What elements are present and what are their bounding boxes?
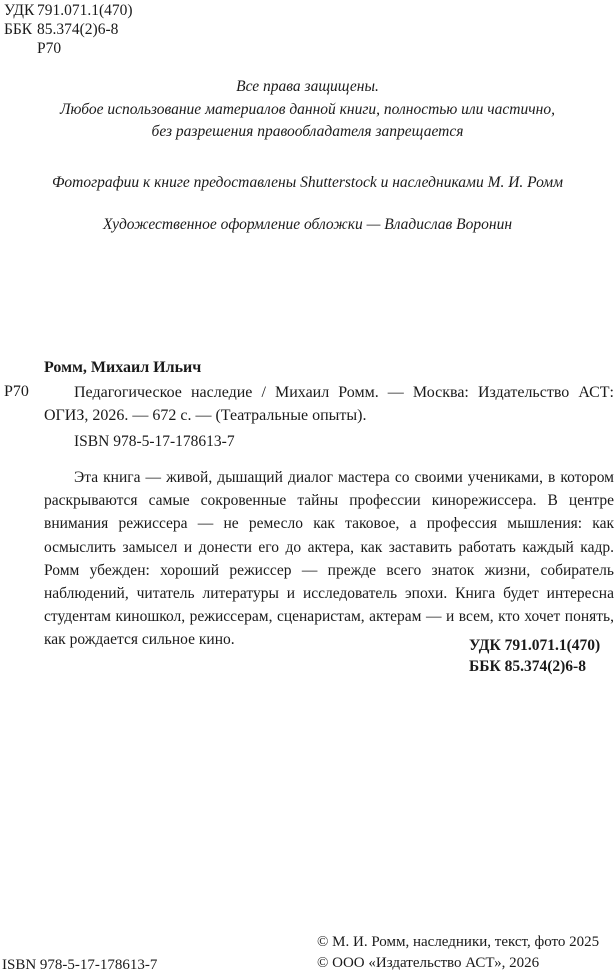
rights-line-1: Все права защищены. [236,78,379,95]
udk-value: 791.071.1(470) [37,2,133,19]
copyright-line-2: © ООО «Издательство АСТ», 2026 [317,955,540,971]
catalog-entry: Педагогическое наследие / Михаил Ромм. — Москва: Издательство АСТ: ОГИЗ, 2026. — 672 с. — (Театральные опыты). [44,384,614,424]
photo-credit: Фотографии к книге предоставлены Shutterstock и наследниками М. И. Ромм [51,174,564,191]
rights-line-2: Любое использование материалов данной книги, полностью или частично, [60,100,555,118]
rights-line-3: без разрешения правообладателя запрещается [151,123,464,140]
bbk-row [4,21,133,40]
isbn-bottom: ISBN 978-5-17-178613-7 [2,957,158,973]
bbk-bottom: ББК 85.374(2)6-8 [469,658,586,675]
bbk-value: 85.374(2)6-8 [37,21,119,38]
catalog-isbn: ISBN 978-5-17-178613-7 [74,433,235,450]
copyright-line-1: © М. И. Ромм, наследники, текст, фото 2025 [317,934,600,950]
classification-codes-top [4,2,133,59]
catalog-code: Р70 [4,383,29,400]
copyright-block [317,933,599,975]
udk-row [4,2,133,21]
cover-credit: Художественное оформление обложки — Владислав Воронин [102,216,513,233]
catalog-author: Ромм, Михаил Ильич [44,359,202,376]
rights-notice [0,78,615,146]
annotation: Эта книга — живой, дышащий диалог мастера со своими учениками, в котором раскрываются самые сокровенные тайны профессии кинорежиссера. В центре внимания режиссера — не ремесло как таковое, а профессия мышления: как осмыслить замысел и донести его до актера, как заставить работать каждый кадр. Ромм убежден: хороший режиссер — прежде всего знаток жизни, собиратель наблюдений, читатель литературы и исследователь эпохи. Книга будет интересна студентам киношкол, режиссерам, сценаристам, актерам — и всем, кто хочет понять, как рождается сильное кино. [44,469,614,649]
author-mark-top: Р70 [37,40,62,57]
bbk-label: ББК [4,21,33,38]
udk-label: УДК [4,2,35,19]
udk-bottom: УДК 791.071.1(470) [469,637,601,654]
classification-codes-bottom [469,637,600,679]
